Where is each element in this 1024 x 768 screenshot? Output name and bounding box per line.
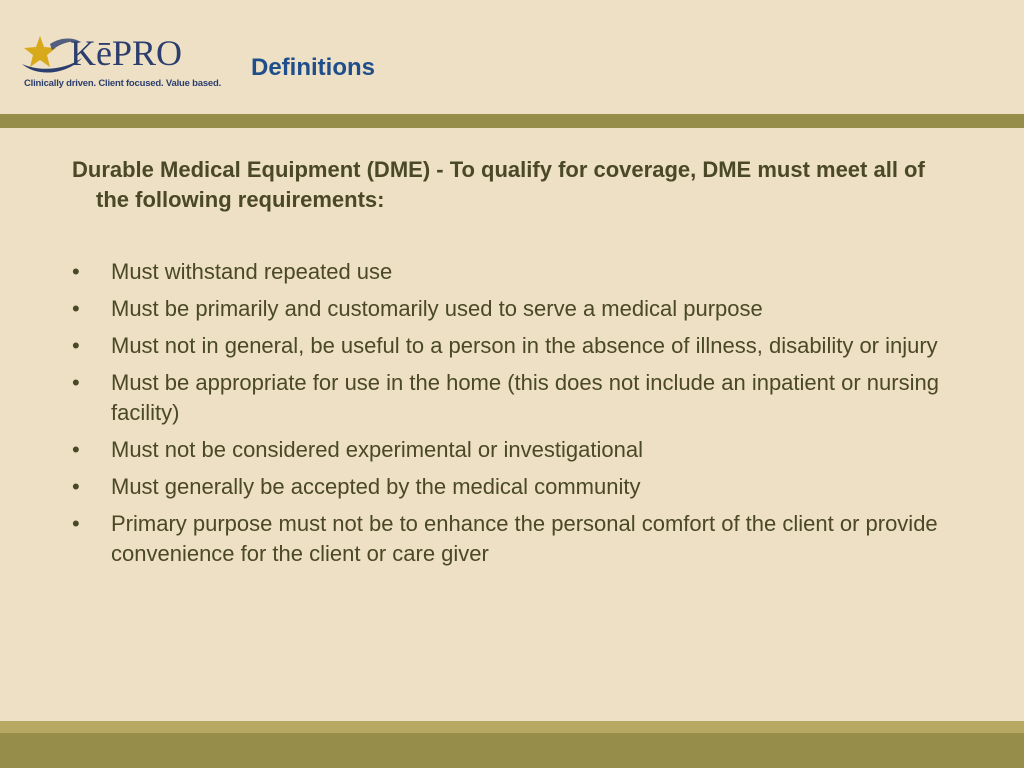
requirements-list (72, 257, 962, 569)
bullet-icon: • (72, 259, 80, 284)
slide-body (72, 155, 962, 576)
list-item (72, 331, 962, 361)
bullet-icon: • (72, 511, 80, 536)
bullet-icon: • (72, 474, 80, 499)
list-item-text: Must generally be accepted by the medical community (111, 474, 641, 499)
list-item-text: Must be primarily and customarily used to serve a medical purpose (111, 296, 763, 321)
dme-definition-heading: Durable Medical Equipment (DME) - To qualify for coverage, DME must meet all of the following requirements: (72, 157, 925, 212)
list-item (72, 368, 962, 428)
list-item (72, 509, 962, 569)
list-item (72, 472, 962, 502)
list-item-text: Primary purpose must not be to enhance the personal comfort of the client or provide convenience for the client or care giver (111, 511, 938, 566)
list-item-text: Must be appropriate for use in the home (this does not include an inpatient or nursing facility) (111, 370, 939, 425)
list-item-text: Must not in general, be useful to a person in the absence of illness, disability or injury (111, 333, 938, 358)
list-item (72, 435, 962, 465)
list-item (72, 294, 962, 324)
bullet-icon: • (72, 437, 80, 462)
kepro-logo (20, 30, 220, 92)
bullet-icon: • (72, 333, 80, 358)
bullet-icon: • (72, 296, 80, 321)
kepro-logo-mark (20, 30, 220, 80)
footer-band-dark (0, 733, 1024, 768)
header-divider-band (0, 114, 1024, 128)
slide-title: Definitions (251, 54, 375, 81)
bullet-icon: • (72, 370, 80, 395)
list-item-text: Must withstand repeated use (111, 259, 393, 284)
footer-band-light (0, 721, 1024, 733)
logo-tagline: Clinically driven. Client focused. Value based. (24, 78, 222, 89)
list-item-text: Must not be considered experimental or investigational (111, 437, 643, 462)
list-item (72, 257, 962, 287)
logo-wordmark: KēPRO (70, 33, 183, 73)
